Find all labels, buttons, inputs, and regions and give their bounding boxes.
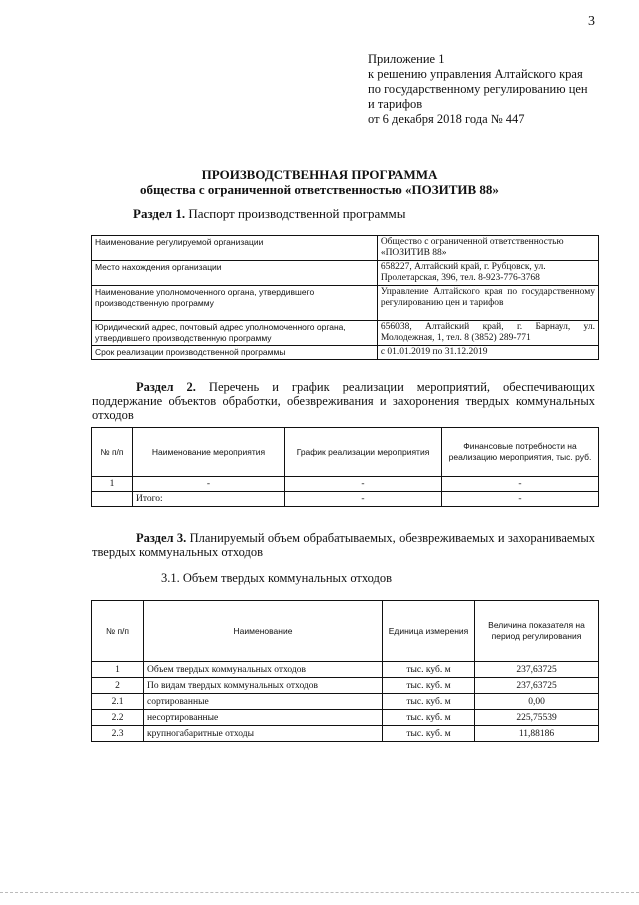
table-cell: 2.2 bbox=[92, 710, 144, 726]
page-bottom-divider bbox=[0, 892, 639, 893]
table-header-row bbox=[92, 428, 599, 477]
passport-name: Наименование уполномоченного органа, утвердившего производственную программу bbox=[92, 286, 378, 321]
column-header: № п/п bbox=[92, 601, 144, 662]
column-header: № п/п bbox=[92, 428, 133, 477]
activities-table bbox=[91, 427, 599, 507]
section1-label: Раздел 1. bbox=[133, 206, 186, 221]
table-header-row bbox=[92, 601, 599, 662]
section1-text: Паспорт производственной программы bbox=[185, 206, 406, 221]
section2-label: Раздел 2. bbox=[136, 380, 196, 394]
column-header: Наименование bbox=[144, 601, 383, 662]
table-row bbox=[92, 477, 599, 492]
section3-text: Планируемый объем обрабатываемых, обезвреживаемых и захораниваемых твердых коммунальных отходов bbox=[92, 531, 595, 559]
table-row bbox=[92, 321, 599, 346]
table-cell: 0,00 bbox=[475, 694, 599, 710]
appendix-line: и тарифов bbox=[368, 97, 423, 111]
appendix-line: к решению управления Алтайского края bbox=[368, 67, 583, 81]
table-cell: тыс. куб. м bbox=[383, 678, 475, 694]
passport-name: Место нахождения организации bbox=[92, 261, 378, 286]
table-row bbox=[92, 286, 599, 321]
table-cell: Объем твердых коммунальных отходов bbox=[144, 662, 383, 678]
title-line-1: ПРОИЗВОДСТВЕННАЯ ПРОГРАММА bbox=[201, 167, 438, 182]
passport-value: 658227, Алтайский край, г. Рубцовск, ул. Пролетарская, 396, тел. 8-923-776-3768 bbox=[377, 261, 598, 286]
appendix-line: Приложение 1 bbox=[368, 52, 445, 66]
table-cell: 1 bbox=[92, 662, 144, 678]
section1-heading bbox=[133, 206, 405, 222]
table-row bbox=[92, 261, 599, 286]
column-header: Величина показателя на период регулирования bbox=[475, 601, 599, 662]
passport-name: Срок реализации производственной программы bbox=[92, 346, 378, 360]
table-cell: 225,75539 bbox=[475, 710, 599, 726]
passport-value: с 01.01.2019 по 31.12.2019 bbox=[377, 346, 598, 360]
table-row bbox=[92, 346, 599, 360]
table-cell: - bbox=[442, 492, 599, 507]
section2-text: Перечень и график реализации мероприятий, обеспечивающих поддержание объектов обработки, обезвреживания и захоронения твердых коммунальных отходов bbox=[92, 380, 595, 422]
appendix-block bbox=[368, 52, 588, 127]
table-cell: тыс. куб. м bbox=[383, 726, 475, 742]
section3-heading bbox=[92, 531, 595, 559]
waste-volume-table bbox=[91, 600, 599, 742]
table-row bbox=[92, 492, 599, 507]
table-cell: - bbox=[285, 477, 442, 492]
table-cell: 2.3 bbox=[92, 726, 144, 742]
column-header: Финансовые потребности на реализацию мероприятия, тыс. руб. bbox=[442, 428, 599, 477]
table-cell bbox=[92, 492, 133, 507]
table-row bbox=[92, 726, 599, 742]
table-cell: 237,63725 bbox=[475, 678, 599, 694]
table-cell: - bbox=[133, 477, 285, 492]
table-cell: несортированные bbox=[144, 710, 383, 726]
column-header: Единица измерения bbox=[383, 601, 475, 662]
table-cell: - bbox=[442, 477, 599, 492]
passport-value: 656038, Алтайский край, г. Барнаул, ул. Молодежная, 1, тел. 8 (3852) 289-771 bbox=[377, 321, 598, 346]
page-number: 3 bbox=[588, 14, 595, 29]
passport-value: Общество с ограниченной ответственностью «ПОЗИТИВ 88» bbox=[377, 236, 598, 261]
table-row bbox=[92, 694, 599, 710]
appendix-line: по государственному регулированию цен bbox=[368, 82, 588, 96]
document-title bbox=[0, 167, 639, 197]
table-cell: По видам твердых коммунальных отходов bbox=[144, 678, 383, 694]
subsection-title: 3.1. Объем твердых коммунальных отходов bbox=[161, 571, 393, 585]
passport-name: Юридический адрес, почтовый адрес уполномоченного органа, утвердившего производственную программу bbox=[92, 321, 378, 346]
table-row bbox=[92, 678, 599, 694]
section2-heading bbox=[92, 380, 595, 422]
table-cell: - bbox=[285, 492, 442, 507]
column-header: Наименование мероприятия bbox=[133, 428, 285, 477]
column-header: График реализации мероприятия bbox=[285, 428, 442, 477]
table-cell: Итого: bbox=[133, 492, 285, 507]
table-cell: тыс. куб. м bbox=[383, 662, 475, 678]
table-cell: 2 bbox=[92, 678, 144, 694]
table-cell: 2.1 bbox=[92, 694, 144, 710]
table-cell: 237,63725 bbox=[475, 662, 599, 678]
section3-label: Раздел 3. bbox=[136, 531, 187, 545]
table-row bbox=[92, 662, 599, 678]
table-row bbox=[92, 236, 599, 261]
passport-value: Управление Алтайского края по государственному регулированию цен и тарифов bbox=[377, 286, 598, 321]
table-row bbox=[92, 710, 599, 726]
title-line-2: общества с ограниченной ответственностью «ПОЗИТИВ 88» bbox=[140, 182, 499, 197]
passport-table bbox=[91, 235, 599, 360]
table-cell: крупногабаритные отходы bbox=[144, 726, 383, 742]
table-cell: тыс. куб. м bbox=[383, 710, 475, 726]
table-cell: 1 bbox=[92, 477, 133, 492]
passport-name: Наименование регулируемой организации bbox=[92, 236, 378, 261]
table-cell: сортированные bbox=[144, 694, 383, 710]
appendix-line: от 6 декабря 2018 года № 447 bbox=[368, 112, 525, 126]
table-cell: тыс. куб. м bbox=[383, 694, 475, 710]
table-cell: 11,88186 bbox=[475, 726, 599, 742]
